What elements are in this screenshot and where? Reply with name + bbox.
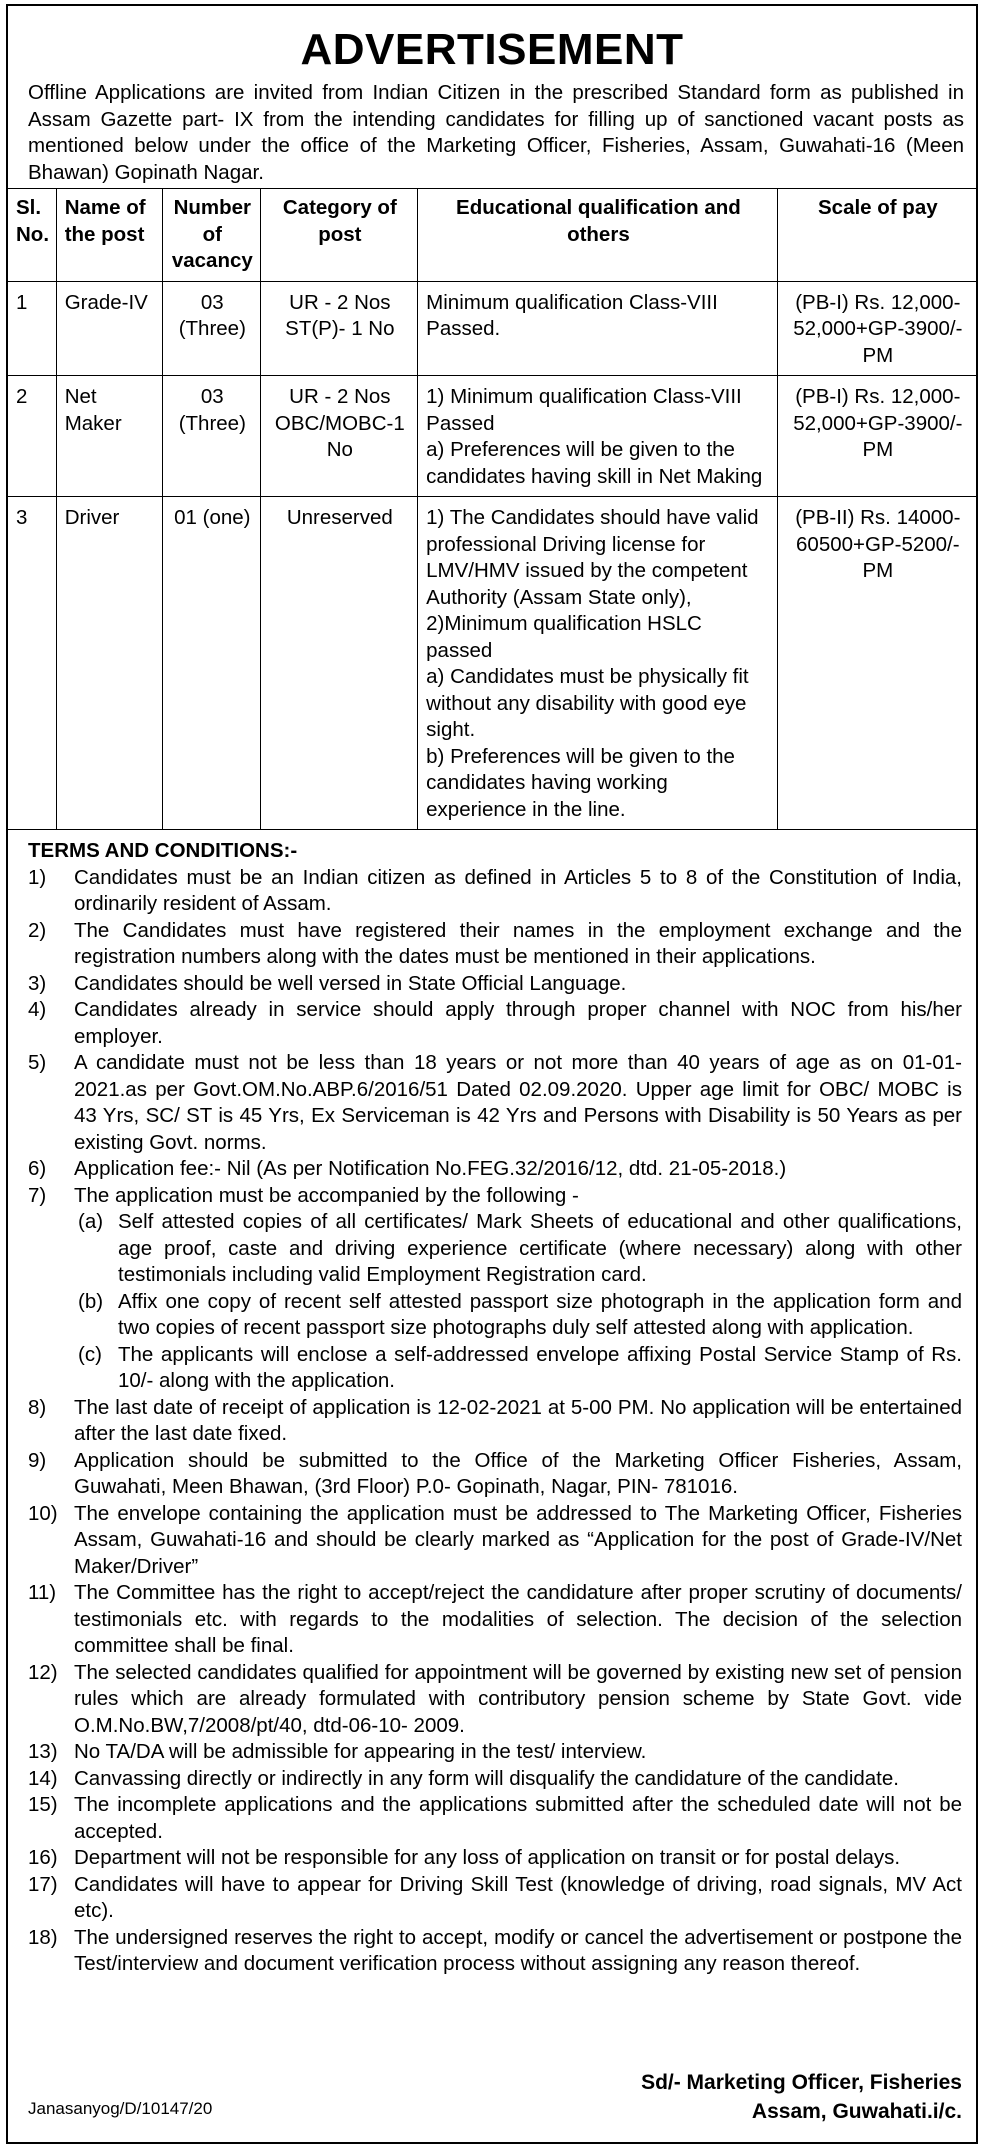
term-text-line: The undersigned reserves the right to accept, modify or cancel the advertisement or postpone the Test/interview and document verification process without assigning any reason thereof. bbox=[74, 1925, 962, 1975]
signature-line: Assam, Guwahati.i/c. bbox=[751, 2100, 962, 2123]
header-qualification: Educational qualification and others bbox=[418, 189, 777, 282]
sub-item bbox=[74, 1289, 962, 1342]
cell-vacancy: 03 (Three) bbox=[163, 376, 260, 497]
vacancy-table bbox=[8, 188, 976, 830]
term-text bbox=[74, 865, 962, 918]
category-line: Unreserved bbox=[286, 506, 393, 529]
term-text-line: No TA/DA will be admissible for appearing in the test/ interview. bbox=[74, 1740, 647, 1763]
term-number: 15) bbox=[28, 1793, 58, 1816]
sub-item bbox=[74, 1342, 962, 1395]
qualification-line: 2)Minimum qualification HSLC passed bbox=[426, 612, 702, 662]
term-number: 4) bbox=[28, 998, 47, 1021]
cell-sl-no: 1 bbox=[8, 281, 56, 376]
sub-item-text: Self attested copies of all certificates/ Mark Sheets of educational and other qualifications, age proof, caste and driving experience certificate (where necessary) along with other testimonials including valid Employment Registration card. bbox=[118, 1210, 962, 1286]
sub-item-key: (a) bbox=[78, 1210, 104, 1233]
term-item bbox=[28, 1872, 962, 1925]
cell-qualification bbox=[418, 376, 777, 497]
cell-category bbox=[260, 281, 418, 376]
table-header-row bbox=[8, 189, 976, 282]
terms-section bbox=[8, 830, 976, 1978]
term-item bbox=[28, 1448, 962, 1501]
term-text-line: Candidates already in service should apply through proper channel with NOC from his/her employer. bbox=[74, 998, 962, 1048]
term-item bbox=[28, 918, 962, 971]
term-number: 17) bbox=[28, 1872, 58, 1896]
cell-vacancy: 01 (one) bbox=[163, 497, 260, 830]
term-item bbox=[28, 1395, 962, 1448]
term-text bbox=[74, 1448, 962, 1501]
cell-pay-scale: (PB-II) Rs. 14000-60500+GP-5200/-PM bbox=[777, 497, 976, 830]
reference-number: Janasanyog/D/10147/20 bbox=[28, 2098, 213, 2118]
term-number: 13) bbox=[28, 1740, 58, 1763]
term-item bbox=[28, 997, 962, 1050]
header-sl-no: Sl. No. bbox=[8, 189, 56, 282]
terms-heading: TERMS AND CONDITIONS:- bbox=[28, 839, 298, 862]
term-number: 1) bbox=[28, 865, 47, 889]
category-line: OBC/MOBC-1 No bbox=[274, 411, 405, 461]
term-text-line: The incomplete applications and the applications submitted after the scheduled date will not be accepted. bbox=[74, 1793, 962, 1843]
term-item bbox=[28, 1766, 962, 1793]
sub-item-key: (b) bbox=[78, 1289, 104, 1313]
sub-item bbox=[74, 1209, 962, 1289]
cell-post-name: Driver bbox=[56, 497, 162, 830]
term-text-line: Canvassing directly or indirectly in any form will disqualify the candidature of the candidate. bbox=[74, 1766, 899, 1790]
term-text bbox=[74, 1183, 962, 1395]
qualification-line: 1) Minimum qualification Class-VIII Passed bbox=[426, 385, 742, 435]
term-number: 9) bbox=[28, 1448, 47, 1472]
term-number: 14) bbox=[28, 1766, 58, 1790]
term-item bbox=[28, 1792, 962, 1845]
term-item bbox=[28, 971, 962, 998]
term-text bbox=[74, 918, 962, 971]
term-text-line: Candidates should be well versed in State Official Language. bbox=[74, 971, 627, 995]
term-number: 8) bbox=[28, 1395, 47, 1419]
term-text bbox=[74, 1660, 962, 1740]
term-text bbox=[74, 1739, 962, 1766]
term-item bbox=[28, 1845, 962, 1872]
term-text-line: The Candidates must have registered their names in the employment exchange and the registration numbers along with the dates must be mentioned in their applications. bbox=[74, 918, 962, 968]
term-number: 16) bbox=[28, 1846, 58, 1869]
cell-category bbox=[260, 497, 418, 830]
term-text-line: Application should be submitted to the Office of the Marketing Officer Fisheries, Assam, Guwahati, Meen Bhawan, (3rd Floor) P.0- Gopinath, Nagar, PIN- 781016. bbox=[74, 1448, 962, 1498]
term-text-line: Application fee:- Nil (As per Notification No.FEG.32/2016/12, dtd. 21-05-2018.) bbox=[74, 1157, 787, 1180]
term-item bbox=[28, 1925, 962, 1978]
term-text-line: The application must be accompanied by the following - bbox=[74, 1183, 579, 1207]
table-row bbox=[8, 376, 976, 497]
term-text bbox=[74, 997, 962, 1050]
term-text-line: Department will not be responsible for any loss of application on transit or for postal delays. bbox=[74, 1846, 901, 1869]
cell-post-name: Net Maker bbox=[56, 376, 162, 497]
sub-item-key: (c) bbox=[78, 1342, 102, 1366]
term-text-line: Candidates will have to appear for Driving Skill Test (knowledge of driving, road signals, MV Act etc). bbox=[74, 1872, 962, 1922]
table-row bbox=[8, 281, 976, 376]
cell-pay-scale: (PB-I) Rs. 12,000-52,000+GP-3900/-PM bbox=[777, 376, 976, 497]
term-item bbox=[28, 1156, 962, 1183]
term-number: 7) bbox=[28, 1183, 47, 1207]
category-line: UR - 2 Nos bbox=[289, 290, 391, 314]
term-text bbox=[74, 1792, 962, 1845]
term-item bbox=[28, 1660, 962, 1740]
cell-post-name: Grade-IV bbox=[56, 281, 162, 376]
term-text bbox=[74, 971, 962, 998]
term-number: 6) bbox=[28, 1157, 47, 1180]
term-item bbox=[28, 1580, 962, 1660]
term-text bbox=[74, 1156, 962, 1183]
category-line: ST(P)- 1 No bbox=[285, 317, 395, 340]
sub-item-text: Affix one copy of recent self attested passport size photograph in the application form and two copies of recent passport size photographs duly self attested along with application. bbox=[118, 1289, 962, 1339]
term-text bbox=[74, 1845, 962, 1872]
term-number: 12) bbox=[28, 1660, 58, 1684]
term-number: 18) bbox=[28, 1925, 58, 1949]
cell-vacancy: 03 (Three) bbox=[163, 281, 260, 376]
term-text bbox=[74, 1872, 962, 1925]
term-text bbox=[74, 1395, 962, 1448]
terms-list bbox=[28, 865, 962, 1978]
qualification-line: a) Preferences will be given to the candidates having skill in Net Making bbox=[426, 438, 763, 488]
term-number: 5) bbox=[28, 1051, 47, 1074]
cell-qualification bbox=[418, 497, 777, 830]
term-text bbox=[74, 1925, 962, 1978]
category-line: UR - 2 Nos bbox=[289, 385, 391, 408]
sub-item-text: The applicants will enclose a self-addressed envelope affixing Postal Service Stamp of Rs. 10/- along with the application. bbox=[118, 1342, 962, 1392]
term-number: 2) bbox=[28, 918, 47, 942]
term-text bbox=[74, 1766, 962, 1793]
term-item bbox=[28, 865, 962, 918]
footer bbox=[28, 2068, 962, 2126]
qualification-line: b) Preferences will be given to the candidates having working experience in the line. bbox=[426, 744, 735, 821]
term-text-line: The last date of receipt of application is 12-02-2021 at 5-00 PM. No application will be entertained after the last date fixed. bbox=[74, 1395, 962, 1445]
term-text-line: Candidates must be an Indian citizen as defined in Articles 5 to 8 of the Constitution of India, ordinarily resident of Assam. bbox=[74, 865, 962, 915]
cell-qualification bbox=[418, 281, 777, 376]
term-text-line: The envelope containing the application must be addressed to The Marketing Officer, Fisheries Assam, Guwahati-16 and should be clearly marked as “Application for the post of Grade-IV/Net Maker/Driver” bbox=[74, 1501, 962, 1578]
term-text-line: The Committee has the right to accept/reject the candidature after proper scrutiny of documents/ testimonials etc. with regards to the modalities of selection. The decision of the selection committee shall be final. bbox=[74, 1581, 962, 1657]
header-post-name: Name of the post bbox=[56, 189, 162, 282]
term-text bbox=[74, 1050, 962, 1156]
term-item bbox=[28, 1501, 962, 1581]
advertisement-page bbox=[6, 4, 978, 2144]
term-item bbox=[28, 1183, 962, 1395]
term-text-line: The selected candidates qualified for appointment will be governed by existing new set of pension rules which are already formulated with contributory pension scheme by State Govt. vide O.M.No.BW,7/2008/pt/40, dtd-06-10- 2009. bbox=[74, 1660, 962, 1737]
cell-pay-scale: (PB-I) Rs. 12,000-52,000+GP-3900/-PM bbox=[777, 281, 976, 376]
term-text bbox=[74, 1580, 962, 1660]
cell-category bbox=[260, 376, 418, 497]
header-category: Category of post bbox=[260, 189, 418, 282]
term-number: 3) bbox=[28, 971, 47, 995]
qualification-line: 1) The Candidates should have valid professional Driving license for LMV/HMV issued by the competent Authority (Assam State only), bbox=[426, 506, 759, 609]
term-text-line: A candidate must not be less than 18 years or not more than 40 years of age as on 01-01-2021.as per Govt.OM.No.ABP.6/2016/51 Dated 02.09.2020. Upper age limit for OBC/ MOBC is 43 Yrs, SC/ ST is 45 Yrs, Ex Serviceman is 42 Yrs and Persons with Disability is 50 Years as per existing Govt. norms. bbox=[74, 1051, 962, 1154]
header-vacancy: Number of vacancy bbox=[163, 189, 260, 282]
cell-sl-no: 2 bbox=[8, 376, 56, 497]
cell-sl-no: 3 bbox=[8, 497, 56, 830]
term-item bbox=[28, 1739, 962, 1766]
table-row bbox=[8, 497, 976, 830]
qualification-line: a) Candidates must be physically fit without any disability with good eye sight. bbox=[426, 665, 749, 741]
signature-line: Sd/- Marketing Officer, Fisheries bbox=[641, 2071, 962, 2094]
header-pay-scale: Scale of pay bbox=[777, 189, 976, 282]
page-title: ADVERTISEMENT bbox=[300, 25, 684, 74]
qualification-line: Minimum qualification Class-VIII Passed. bbox=[426, 290, 718, 340]
term-number: 10) bbox=[28, 1501, 58, 1525]
term-number: 11) bbox=[28, 1581, 57, 1604]
intro-paragraph: Offline Applications are invited from Indian Citizen in the prescribed Standard form as published in Assam Gazette part- IX from the intending candidates for filling up of sanctioned vacant posts as mentioned below under the office of the Marketing Officer, Fisheries, Assam, Guwahati-16 (Meen Bhawan) Gopinath Nagar. bbox=[28, 81, 964, 184]
term-text bbox=[74, 1501, 962, 1581]
term-item bbox=[28, 1050, 962, 1156]
